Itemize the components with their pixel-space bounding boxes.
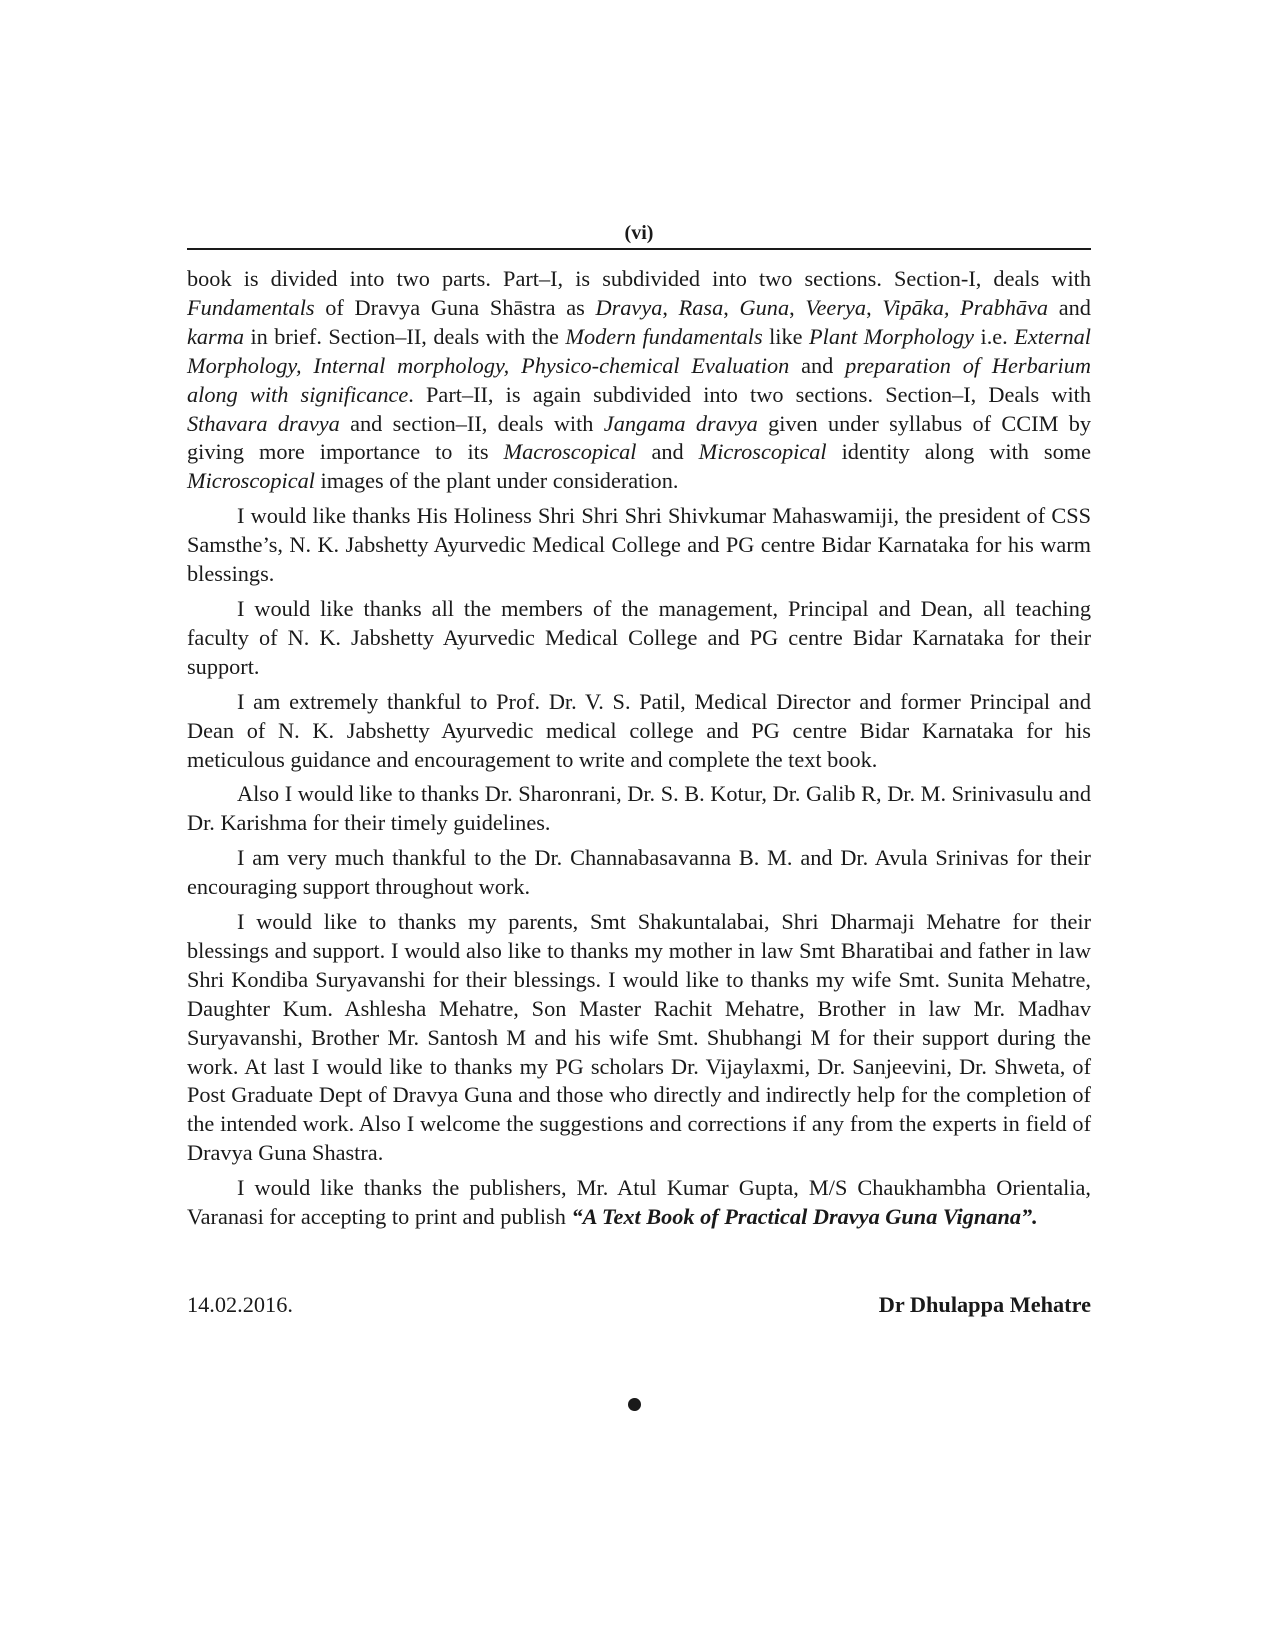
text-run: , (866, 294, 883, 320)
italic-term: Microscopical (187, 468, 315, 494)
text-run: i.e. (974, 323, 1015, 349)
italic-term: Jangama dravya (603, 410, 758, 436)
paragraph-thanks-management: I would like thanks all the members of the management, Principal and Dean, all teaching faculty of N. K. Jabshetty Ayurvedic Medical College and PG centre Bidar Karnataka for their support. (187, 595, 1091, 679)
paragraph-thanks-family: I would like to thanks my parents, Smt Shakuntalabai, Shri Dharmaji Mehatre for their blessings and support. I would also like to thanks my mother in law Smt Bharatibai and father in law Shri Kondiba Suryavanshi for their blessings. I would like to thanks my wife Smt. Sunita Mehatre, Daughter Kum. Ashlesha Mehatre, Son Master Rachit Mehatre, Brother in law Mr. Madhav Suryavanshi, Brother Mr. Santosh M and his wife Smt. Shubhangi M for their support during the work. At last I would like to thanks my PG scholars Dr. Vijaylaxmi, Dr. Sanjeevini, Dr. Shweta, of Post Graduate Dept of Dravya Guna and those who directly and indirectly help for the completion of the intended work. Also I welcome the suggestions and corrections if any from the experts in field of Dravya Guna Shastra. (187, 909, 1091, 1166)
author-signature: Dr Dhulappa Mehatre (878, 1292, 1091, 1317)
italic-term: Dravya (595, 294, 663, 320)
italic-term: Guna (739, 294, 790, 320)
text-run: and section–II, deals with (339, 410, 604, 436)
text-run: . Part–II, is again subdivided into two sections. Section–I, Deals with (408, 381, 1091, 407)
book-title: “A Text Book of Practical Dravya Guna Vignana”. (571, 1204, 1038, 1230)
italic-term: Microscopical (698, 439, 827, 465)
paragraph-thanks-colleagues: Also I would like to thanks Dr. Sharonrani, Dr. S. B. Kotur, Dr. Galib R, Dr. M. Srinivasulu and Dr. Karishma for their timely guidelines. (187, 781, 1091, 836)
paragraph-thanks-doctors: I am very much thankful to the Dr. Channabasavanna B. M. and Dr. Avula Srinivas for their encouraging support throughout work. (187, 845, 1091, 900)
italic-term: Plant Morphology (809, 323, 975, 349)
paragraph-thanks-patil: I am extremely thankful to Prof. Dr. V. S. Patil, Medical Director and former Principal and Dean of N. K. Jabshetty Ayurvedic medical college and PG centre Bidar Karnataka for his meticulous guidance and encouragement to write and complete the text book. (187, 688, 1091, 772)
text-run: given under syllabus of CCIM by giving more importance to its (187, 410, 1092, 465)
text-run: , (662, 294, 679, 320)
date: 14.02.2016. (187, 1292, 293, 1317)
text-run: and (636, 439, 699, 465)
italic-term: Vipāka, Prabhāva (882, 294, 1049, 320)
paragraph-thanks-publishers (187, 1174, 1091, 1232)
italic-term: Macroscopical (503, 439, 637, 465)
text-run: and (1048, 294, 1091, 320)
text-run: and (789, 352, 846, 378)
text-run: like (762, 323, 810, 349)
text-run: , (723, 294, 740, 320)
italic-term: Sthavara dravya (187, 410, 340, 436)
text-run: , (789, 294, 806, 320)
text-run: book is divided into two parts. Part–I, is subdivided into two sections. Section-I, deals with (187, 266, 1091, 291)
italic-term: Modern fundamentals (565, 323, 763, 349)
italic-term: preparation of Herbarium along with significance (187, 352, 1092, 407)
page-number: (vi) (624, 222, 654, 244)
italic-term: Rasa (678, 294, 724, 320)
text-run: I would like thanks the publishers, Mr. Atul Kumar Gupta, M/S Chaukhambha Orientalia, Varanasi for accepting to print and publish (187, 1175, 1091, 1230)
italic-term: External Morphology, Internal morphology, Physico-chemical Evaluation (187, 323, 1091, 378)
italic-term: karma (187, 323, 244, 349)
italic-term: Fundamentals (187, 294, 315, 320)
end-bullet-icon (628, 1398, 641, 1411)
text-run: images of the plant under consideration. (314, 468, 679, 494)
text-run: identity along with some (826, 439, 1091, 465)
text-run: in brief. Section–II, deals with the (243, 323, 566, 349)
paragraph-intro (187, 265, 1091, 496)
paragraph-thanks-swamiji: I would like thanks His Holiness Shri Shri Shri Shivkumar Mahaswamiji, the president of CSS Samsthe’s, N. K. Jabshetty Ayurvedic Medical College and PG centre Bidar Karnataka for his warm blessings. (187, 503, 1091, 587)
body-text (187, 265, 1091, 1238)
header-rule (187, 248, 1091, 250)
italic-term: Veerya (805, 294, 867, 320)
text-run: of Dravya Guna Shāstra as (314, 294, 596, 320)
